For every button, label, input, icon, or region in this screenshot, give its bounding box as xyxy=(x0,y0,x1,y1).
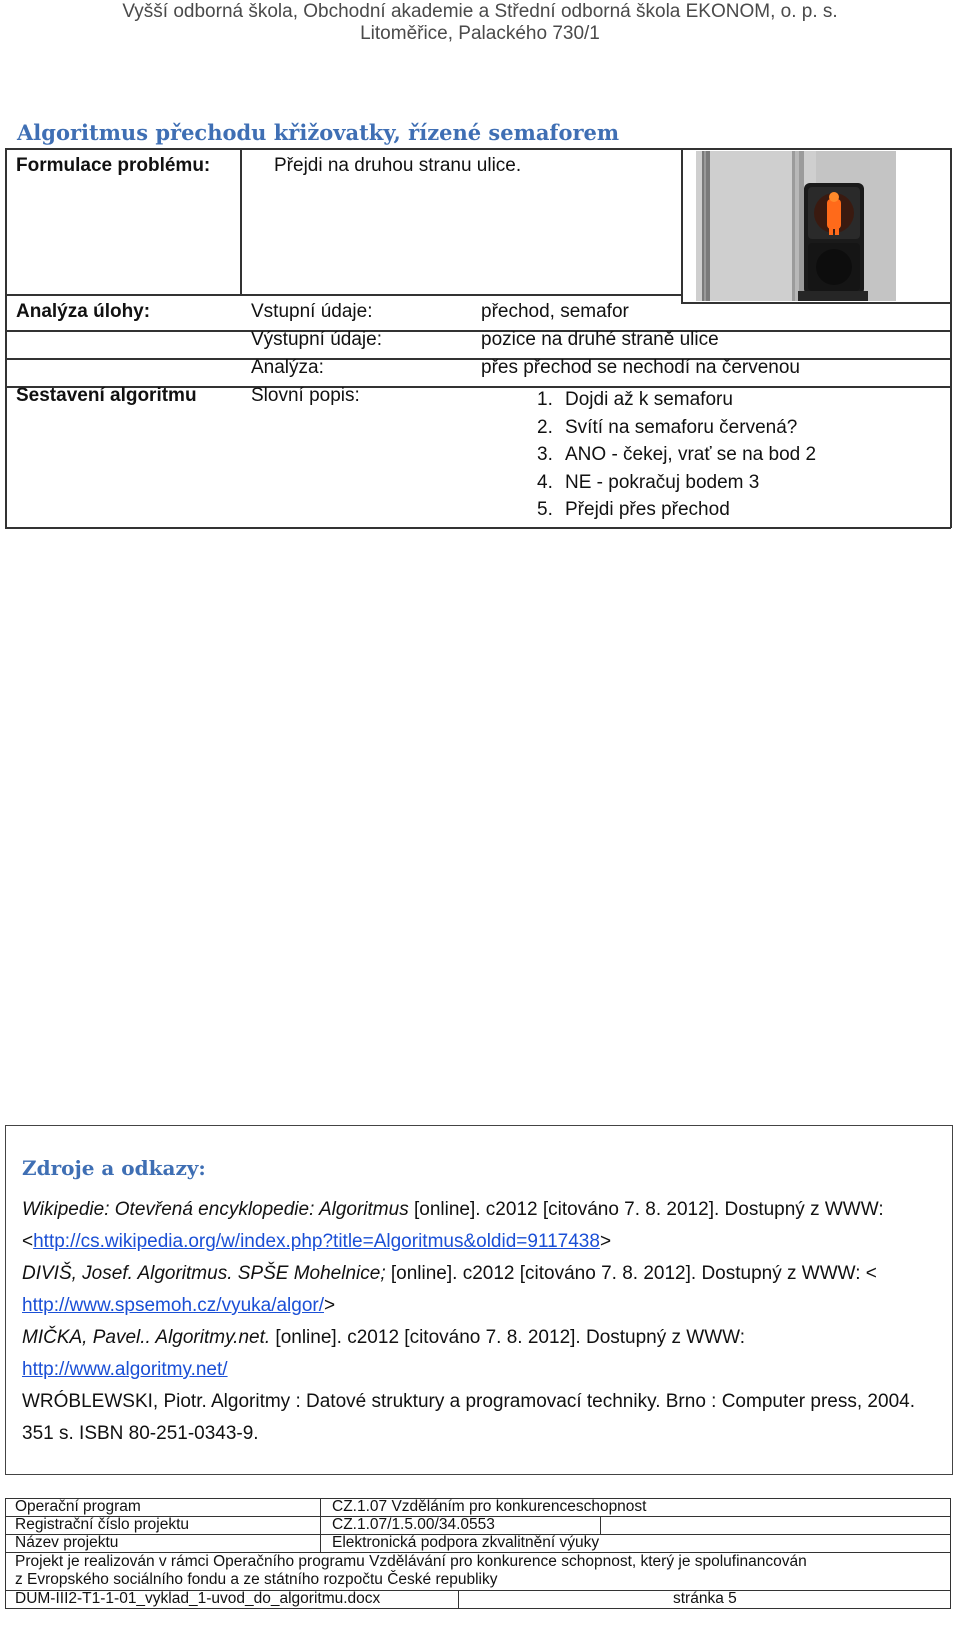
output-data-value: pozice na druhé straně ulice xyxy=(481,329,719,350)
reference-wikipedia: Wikipedie: Otevřená encyklopedie: Algoritmus [online]. c2012 [citováno 7. 8. 2012]. Dostupný z WWW: <http://cs.wikipedia.org/w/index.php?title=Algoritmus&oldid=9117438> xyxy=(22,1199,884,1252)
analysis-label: Analýza úlohy: xyxy=(16,301,151,322)
list-item: 1. Dojdi až k semaforu xyxy=(537,389,733,410)
header-school-name: Vyšší odborná škola, Obchodní akademie a Střední odborná škola EKONOM, o. p. s. xyxy=(122,1,838,22)
input-data-value: přechod, semafor xyxy=(481,301,629,322)
list-item: 4. NE - pokračuj bodem 3 xyxy=(537,471,760,493)
input-data-label: Vstupní údaje: xyxy=(251,301,373,322)
op-program-value: CZ.1.07 Vzděláním pro konkurenceschopnost xyxy=(332,1498,647,1515)
list-item: 2. Svítí na semaforu červená? xyxy=(537,416,798,438)
spsemoh-link[interactable]: http://www.spsemoh.cz/vyuka/algor/ xyxy=(22,1295,325,1316)
algoritmy-link[interactable]: http://www.algoritmy.net/ xyxy=(22,1359,228,1380)
algorithm-label: Sestavení algoritmu xyxy=(16,385,197,406)
problem-value: Přejdi na druhou stranu ulice. xyxy=(274,155,522,176)
analysis-value: přes přechod se nechodí na červenou xyxy=(481,357,800,378)
reference-wroblewski: WRÓBLEWSKI, Piotr. Algoritmy : Datové struktury a programovací techniky. Brno : Computer press, 2004. 351 s. ISBN 80-251-0343-9. xyxy=(22,1391,915,1444)
registration-label: Registrační číslo projektu xyxy=(15,1516,190,1533)
op-program-label: Operační program xyxy=(15,1498,141,1515)
header-school-address: Litoměřice, Palackého 730/1 xyxy=(360,23,600,44)
verbal-description-label: Slovní popis: xyxy=(251,385,360,406)
registration-value: CZ.1.07/1.5.00/34.0553 xyxy=(332,1516,495,1533)
project-name-value: Elektronická podpora zkvalitnění výuky xyxy=(332,1534,600,1551)
page-number: stránka 5 xyxy=(673,1590,737,1607)
reference-micka: MIČKA, Pavel.. Algoritmy.net. [online]. c2012 [citováno 7. 8. 2012]. Dostupný z WWW: http://www.algoritmy.net/ xyxy=(22,1327,746,1380)
algorithm-steps-list xyxy=(537,389,816,527)
analysis-key-label: Analýza: xyxy=(251,357,324,378)
list-item: 3. ANO - čekej, vrať se na bod 2 xyxy=(537,444,817,465)
funding-note-line2: z Evropského sociálního fondu a ze státního rozpočtu České republiky xyxy=(15,1571,498,1588)
sources-title: Zdroje a odkazy: xyxy=(22,1156,206,1180)
wikipedia-link[interactable]: http://cs.wikipedia.org/w/index.php?title=Algoritmus&oldid=9117438 xyxy=(33,1231,600,1252)
problem-label: Formulace problému: xyxy=(16,155,211,176)
funding-note-line1: Projekt je realizován v rámci Operačního programu Vzdělávání pro konkurence schopnost, který je spolufinancován xyxy=(15,1553,807,1570)
file-name: DUM-III2-T1-1-01_vyklad_1-uvod_do_algoritmu.docx xyxy=(15,1590,381,1607)
traffic-light-photo xyxy=(696,151,896,301)
sources-list xyxy=(22,1194,942,1450)
pedestrian-traffic-light-icon xyxy=(696,151,896,301)
sources-box xyxy=(5,1125,953,1475)
project-name-label: Název projektu xyxy=(15,1534,119,1551)
document-title: Algoritmus přechodu křižovatky, řízené semaforem xyxy=(17,120,620,145)
output-data-label: Výstupní údaje: xyxy=(251,329,382,350)
list-item: 5. Přejdi přes přechod xyxy=(537,499,730,520)
reference-divis: DIVIŠ, Josef. Algoritmus. SPŠE Mohelnice; [online]. c2012 [citováno 7. 8. 2012]. Dostupný z WWW: < http://www.spsemoh.cz/vyuka/algor/> xyxy=(22,1263,877,1316)
